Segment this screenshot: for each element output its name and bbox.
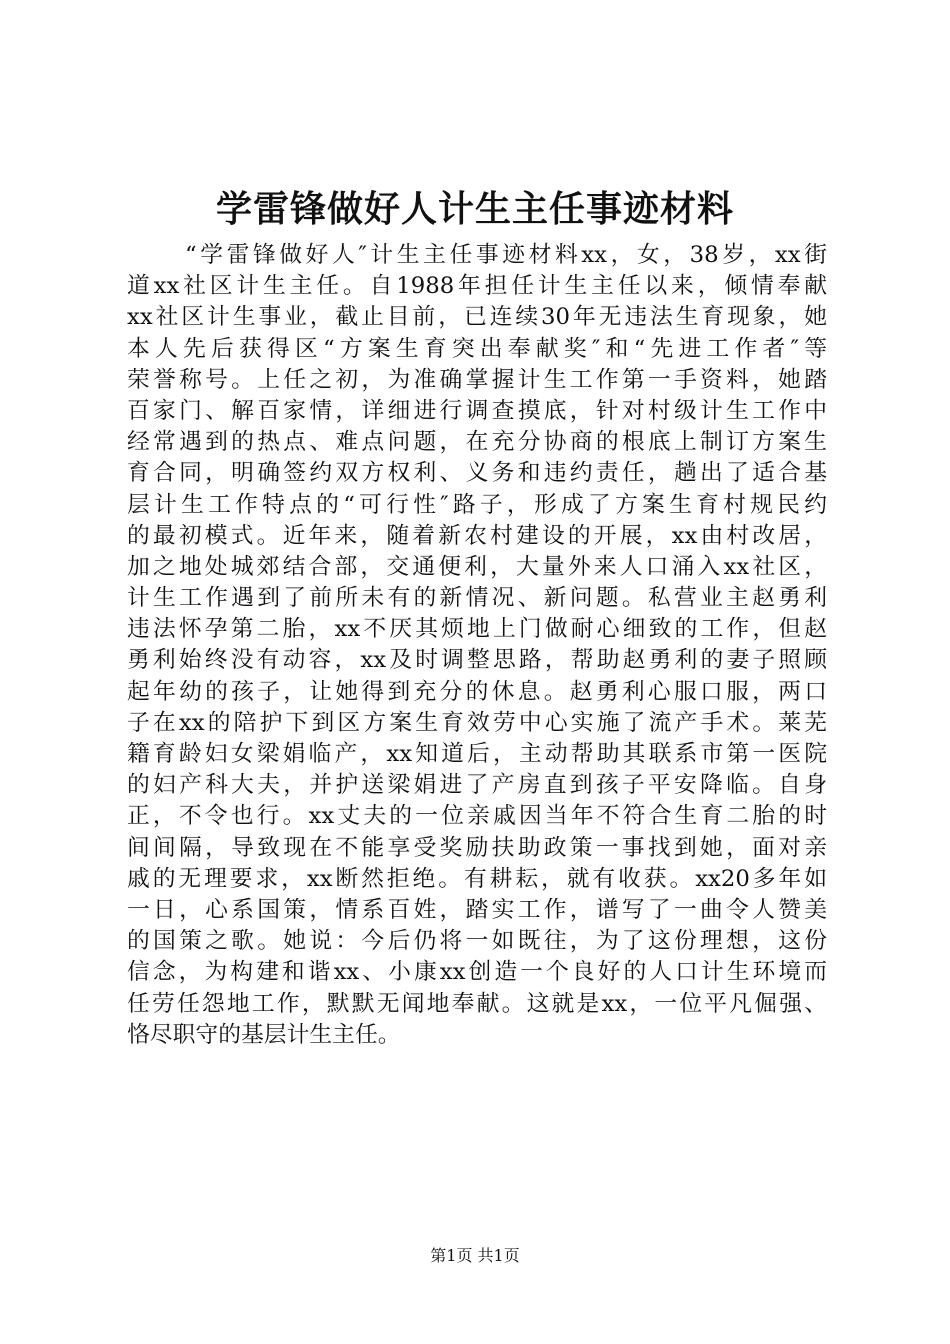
text-line: 间间隔，导致现在不能享受奖励扶助政策一事找到她，面对亲: [127, 834, 827, 861]
text-line: 信念，为构建和谐xx、小康xx创造一个良好的人口计生环境而: [127, 959, 827, 986]
text-line: 违法怀孕第二胎，xx不厌其烦地上门做耐心细致的工作，但赵: [127, 616, 827, 643]
document-title: 学雷锋做好人计生主任事迹材料: [215, 188, 734, 230]
text-line: 道xx社区计生主任。自1988年担任计生主任以来，倾情奉献: [127, 273, 827, 300]
text-line: 戚的无理要求，xx断然拒绝。有耕耘，就有收获。xx20多年如: [127, 865, 827, 892]
text-line: 加之地处城郊结合部，交通便利，大量外来人口涌入xx社区，: [127, 553, 827, 580]
text-line: 计生工作遇到了前所未有的新情况、新问题。私营业主赵勇利: [127, 585, 827, 612]
text-line: 层计生工作特点的“可行性″路子，形成了方案生育村规民约: [127, 491, 827, 518]
text-line: 百家门、解百家情，详细进行调查摸底，针对村级计生工作中: [127, 397, 827, 424]
text-line: 恪尽职守的基层计生主任。: [127, 1021, 401, 1048]
text-line: 勇利始终没有动容，xx及时调整思路，帮助赵勇利的妻子照顾: [127, 647, 827, 674]
text-line: 一日，心系国策，情系百姓，踏实工作，谱写了一曲令人赞美: [127, 896, 827, 923]
text-line: 子在xx的陪护下到区方案生育效劳中心实施了流产手术。莱芜: [127, 709, 827, 736]
text-line: 任劳任怨地工作，默默无闻地奉献。这就是xx，一位平凡倔强、: [127, 990, 827, 1017]
text-line: 籍育龄妇女梁娟临产，xx知道后，主动帮助其联系市第一医院: [127, 741, 827, 767]
text-line: 正，不令也行。xx丈夫的一位亲戚因当年不符合生育二胎的时: [127, 803, 827, 830]
text-line: 育合同，明确签约双方权利、义务和违约责任，趟出了适合基: [127, 460, 827, 487]
page-footer: 第1页 共1页: [430, 1246, 520, 1265]
text-line: xx社区计生事业，截止目前，已连续30年无违法生育现象，她: [127, 304, 827, 331]
text-line: 荣誉称号。上任之初，为准确掌握计生工作第一手资料，她踏: [127, 366, 827, 393]
text-line: 经常遇到的热点、难点问题，在充分协商的根底上制订方案生: [127, 429, 827, 456]
text-line: “学雷锋做好人″计生主任事迹材料xx，女，38岁，xx街: [185, 242, 827, 268]
body-paragraph: [127, 240, 827, 1051]
text-line: 的国策之歌。她说：今后仍将一如既往，为了这份理想，这份: [127, 928, 827, 955]
text-line: 起年幼的孩子，让她得到充分的休息。赵勇利心服口服，两口: [127, 678, 827, 705]
text-line: 的最初模式。近年来，随着新农村建设的开展，xx由村改居，: [127, 522, 827, 549]
text-line: 本人先后获得区“方案生育突出奉献奖″和“先进工作者″等: [127, 335, 827, 362]
text-line: 的妇产科大夫，并护送梁娟进了产房直到孩子平安降临。自身: [127, 772, 827, 799]
